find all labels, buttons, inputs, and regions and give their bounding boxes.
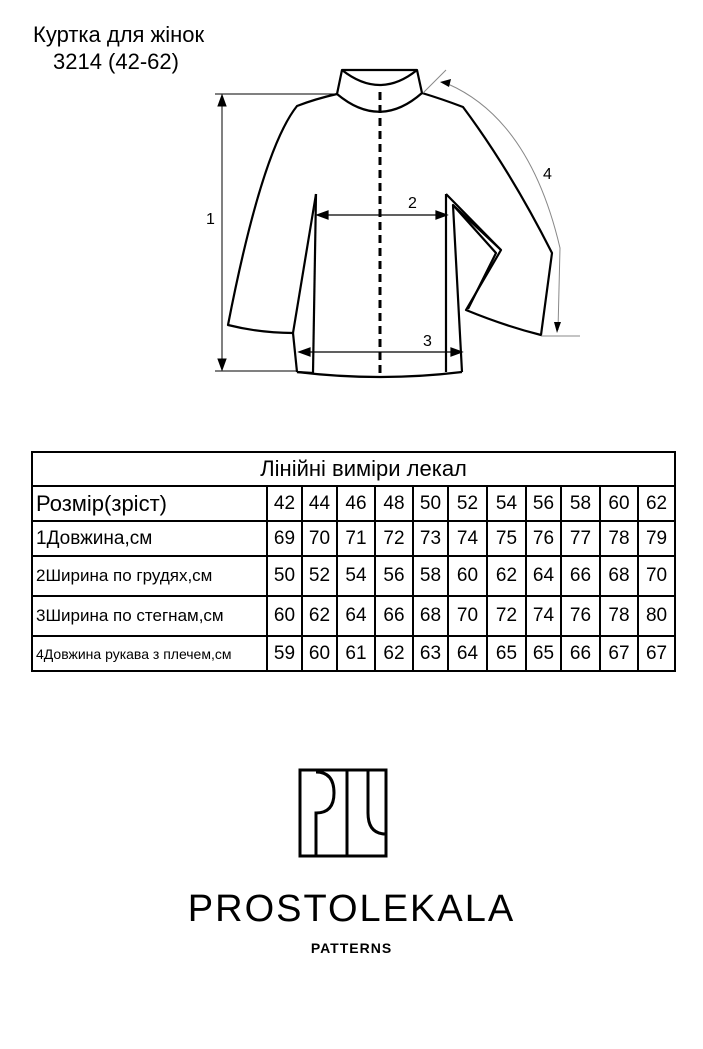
dimension-hip-label: 3 bbox=[423, 333, 432, 350]
value-cell: 79 bbox=[638, 521, 675, 556]
size-cell: 50 bbox=[413, 486, 448, 521]
value-cell: 78 bbox=[600, 596, 638, 636]
value-cell: 52 bbox=[302, 556, 337, 596]
table-row-sleeve bbox=[32, 636, 675, 671]
value-cell: 54 bbox=[337, 556, 375, 596]
value-cell: 80 bbox=[638, 596, 675, 636]
value-cell: 70 bbox=[638, 556, 675, 596]
value-cell: 76 bbox=[526, 521, 561, 556]
size-cell: 62 bbox=[638, 486, 675, 521]
size-cell: 48 bbox=[375, 486, 413, 521]
dimension-chest bbox=[317, 211, 447, 219]
value-cell: 72 bbox=[375, 521, 413, 556]
value-cell: 67 bbox=[638, 636, 675, 671]
value-cell: 71 bbox=[337, 521, 375, 556]
value-cell: 60 bbox=[448, 556, 487, 596]
value-cell: 61 bbox=[337, 636, 375, 671]
table-row-sizes bbox=[32, 486, 675, 521]
brand-name: PROSTOLEKALA bbox=[187, 888, 516, 930]
size-cell: 52 bbox=[448, 486, 487, 521]
value-cell: 66 bbox=[561, 636, 600, 671]
table-row-chest bbox=[32, 556, 675, 596]
row-label: 3Ширина по стегнам,см bbox=[32, 596, 267, 636]
value-cell: 58 bbox=[413, 556, 448, 596]
value-cell: 65 bbox=[487, 636, 526, 671]
value-cell: 64 bbox=[337, 596, 375, 636]
value-cell: 50 bbox=[267, 556, 302, 596]
dimension-length bbox=[215, 94, 337, 371]
value-cell: 69 bbox=[267, 521, 302, 556]
value-cell: 68 bbox=[413, 596, 448, 636]
dimension-length-label: 1 bbox=[206, 211, 215, 228]
size-cell: 60 bbox=[600, 486, 638, 521]
size-cell: 42 bbox=[267, 486, 302, 521]
value-cell: 78 bbox=[600, 521, 638, 556]
brand-logo-icon bbox=[298, 768, 390, 860]
table-caption: Лінійні виміри лекал bbox=[32, 452, 675, 486]
size-chart-table bbox=[31, 451, 676, 672]
jacket-outline bbox=[228, 70, 552, 377]
value-cell: 60 bbox=[267, 596, 302, 636]
row-label: 4Довжина рукава з плечем,см bbox=[32, 636, 267, 671]
value-cell: 66 bbox=[561, 556, 600, 596]
value-cell: 64 bbox=[448, 636, 487, 671]
value-cell: 68 bbox=[600, 556, 638, 596]
value-cell: 62 bbox=[375, 636, 413, 671]
value-cell: 70 bbox=[448, 596, 487, 636]
row-label: 2Ширина по грудях,см bbox=[32, 556, 267, 596]
value-cell: 59 bbox=[267, 636, 302, 671]
dimension-sleeve-label: 4 bbox=[543, 166, 552, 183]
brand-tagline: PATTERNS bbox=[310, 940, 393, 956]
table-row-length bbox=[32, 521, 675, 556]
size-cell: 54 bbox=[487, 486, 526, 521]
dimension-chest-label: 2 bbox=[408, 195, 417, 212]
value-cell: 62 bbox=[487, 556, 526, 596]
size-cell: 46 bbox=[337, 486, 375, 521]
model-number: 3214 (42-62) bbox=[53, 49, 179, 74]
value-cell: 65 bbox=[526, 636, 561, 671]
value-cell: 74 bbox=[448, 521, 487, 556]
size-cell: 56 bbox=[526, 486, 561, 521]
value-cell: 75 bbox=[487, 521, 526, 556]
value-cell: 76 bbox=[561, 596, 600, 636]
size-header: Розмір(зріст) bbox=[32, 486, 267, 521]
value-cell: 77 bbox=[561, 521, 600, 556]
value-cell: 64 bbox=[526, 556, 561, 596]
value-cell: 70 bbox=[302, 521, 337, 556]
value-cell: 62 bbox=[302, 596, 337, 636]
size-cell: 58 bbox=[561, 486, 600, 521]
page-title: Куртка для жінок bbox=[33, 22, 205, 47]
value-cell: 60 bbox=[302, 636, 337, 671]
table-row-hip bbox=[32, 596, 675, 636]
value-cell: 67 bbox=[600, 636, 638, 671]
value-cell: 72 bbox=[487, 596, 526, 636]
value-cell: 74 bbox=[526, 596, 561, 636]
value-cell: 73 bbox=[413, 521, 448, 556]
value-cell: 63 bbox=[413, 636, 448, 671]
size-cell: 44 bbox=[302, 486, 337, 521]
value-cell: 66 bbox=[375, 596, 413, 636]
row-label: 1Довжина,см bbox=[32, 521, 267, 556]
value-cell: 56 bbox=[375, 556, 413, 596]
